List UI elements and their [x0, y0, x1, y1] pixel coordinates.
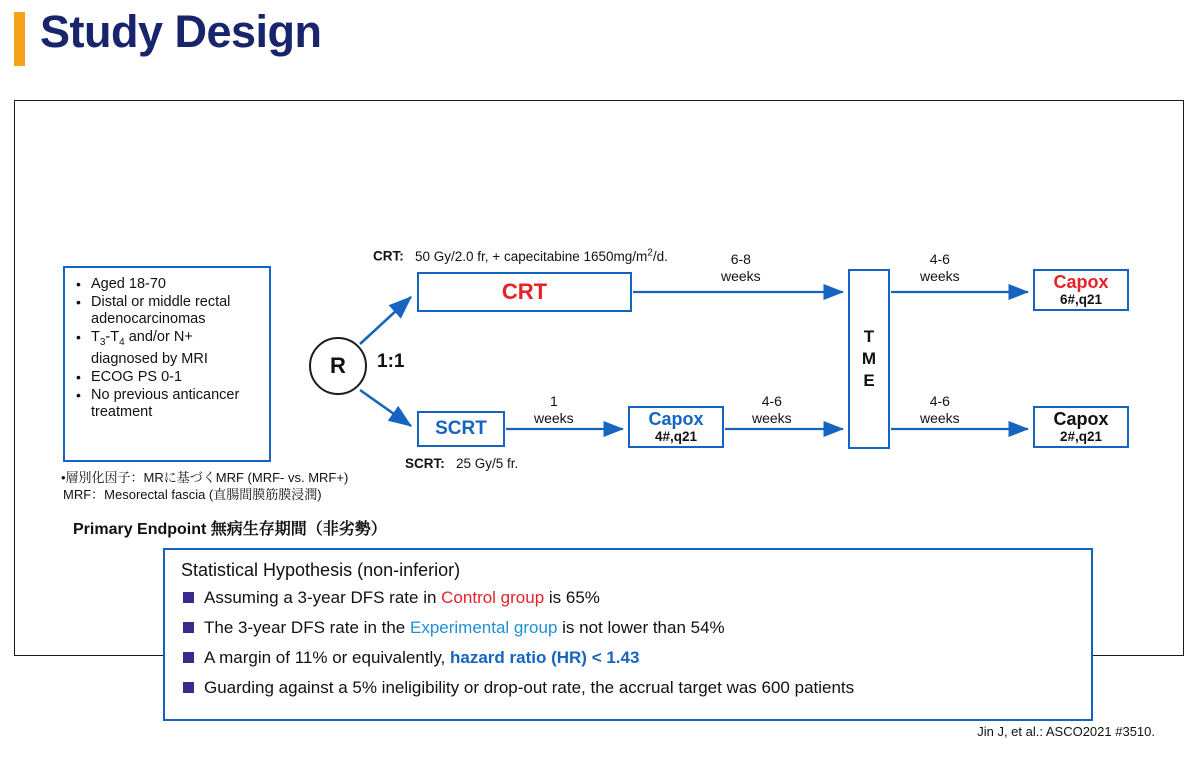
statistical-hypothesis-title: Statistical Hypothesis (non-inferior)	[181, 560, 461, 580]
square-bullet-icon	[183, 652, 194, 663]
list-item	[179, 617, 1081, 638]
title-accent-bar	[14, 12, 25, 66]
crt-label: CRT	[501, 279, 548, 304]
diagram-frame	[14, 100, 1184, 739]
square-bullet-icon	[183, 622, 194, 633]
interval-tme-to-capox-top: 4-6 weeks	[920, 251, 960, 284]
square-bullet-icon	[183, 682, 194, 693]
scrt-detail-prefix: SCRT:	[405, 456, 445, 471]
capox-name: Capox	[648, 409, 704, 429]
interval-capox-to-tme: 4-6 weeks	[752, 393, 792, 426]
capox-box-bottom	[1033, 406, 1129, 448]
list-item: • $T_3-T_4$ and/or N+ diagnosed by MRI	[89, 329, 263, 368]
capox-dose: 2#,q21	[1059, 429, 1103, 444]
stratification-note: •層別化因子：MRに基づくMRF (MRF- vs. MRF+)	[61, 470, 349, 485]
interval-crt-to-tme: 6-8 weeks	[721, 251, 761, 284]
tme-surgery-box	[848, 269, 890, 449]
scrt-treatment-box	[417, 411, 505, 447]
list-item: • ECOG PS 0-1	[89, 369, 263, 386]
square-bullet-icon	[183, 592, 194, 603]
list-item	[179, 587, 1081, 608]
citation-text: Jin J, et al.: ASCO2021 #3510.	[977, 724, 1155, 739]
list-item: • Aged 18-70	[89, 276, 263, 293]
interval-tme-to-capox-bot: 4-6 weeks	[920, 393, 960, 426]
list-item	[179, 677, 1081, 698]
list-item: • Distal or middle rectal adenocarcinomas	[89, 294, 263, 328]
randomization-node	[309, 337, 367, 395]
hypothesis-text-1: Assuming a 3-year DFS rate in Control group is 65%	[204, 588, 600, 607]
crt-regimen-detail	[373, 247, 668, 264]
page-title: Study Design	[40, 6, 322, 57]
crt-detail-text: 50 Gy/2.0 fr, + capecitabine $1650mg/m^2/d$.	[415, 247, 668, 264]
tme-label-m: M	[861, 349, 877, 368]
capox-name: Capox	[1053, 409, 1109, 429]
primary-endpoint-label: Primary Endpoint 無病生存期間（非劣勢）	[73, 521, 387, 538]
eligibility-criteria-box	[63, 266, 271, 462]
capox-dose: 4#,q21	[654, 429, 698, 444]
crt-treatment-box	[417, 272, 632, 312]
randomization-label: R	[330, 353, 346, 378]
hypothesis-text-3: A margin of 11% or equivalently, hazard ratio (HR) < 1.43	[204, 648, 640, 667]
crt-detail-prefix: CRT:	[373, 248, 404, 264]
list-item: • No previous anticancer treatment	[89, 387, 263, 421]
hypothesis-text-2: The 3-year DFS rate in the Experimental group is not lower than 54%	[204, 618, 725, 637]
eligibility-list	[73, 276, 263, 421]
statistical-hypothesis-box	[163, 548, 1093, 721]
scrt-detail-text: 25 Gy/5 fr.	[456, 456, 519, 471]
interval-scrt-to-capox: 1 weeks	[534, 393, 574, 426]
scrt-regimen-detail	[405, 456, 518, 471]
mrf-definition-note: MRF：Mesorectal fascia (直腸間膜筋膜浸潤)	[63, 487, 322, 502]
tme-label-t: T	[863, 327, 875, 346]
capox-name: Capox	[1053, 272, 1109, 292]
capox-dose: 6#,q21	[1059, 292, 1103, 307]
capox-box-top	[1033, 269, 1129, 311]
scrt-label: SCRT	[435, 418, 487, 439]
capox-box-middle	[628, 406, 724, 448]
list-item	[179, 647, 1081, 668]
tme-label-e: E	[863, 371, 875, 390]
allocation-ratio-label: 1:1	[377, 351, 405, 372]
hypothesis-text-4: Guarding against a 5% ineligibility or drop-out rate, the accrual target was 600 patients	[204, 678, 855, 697]
